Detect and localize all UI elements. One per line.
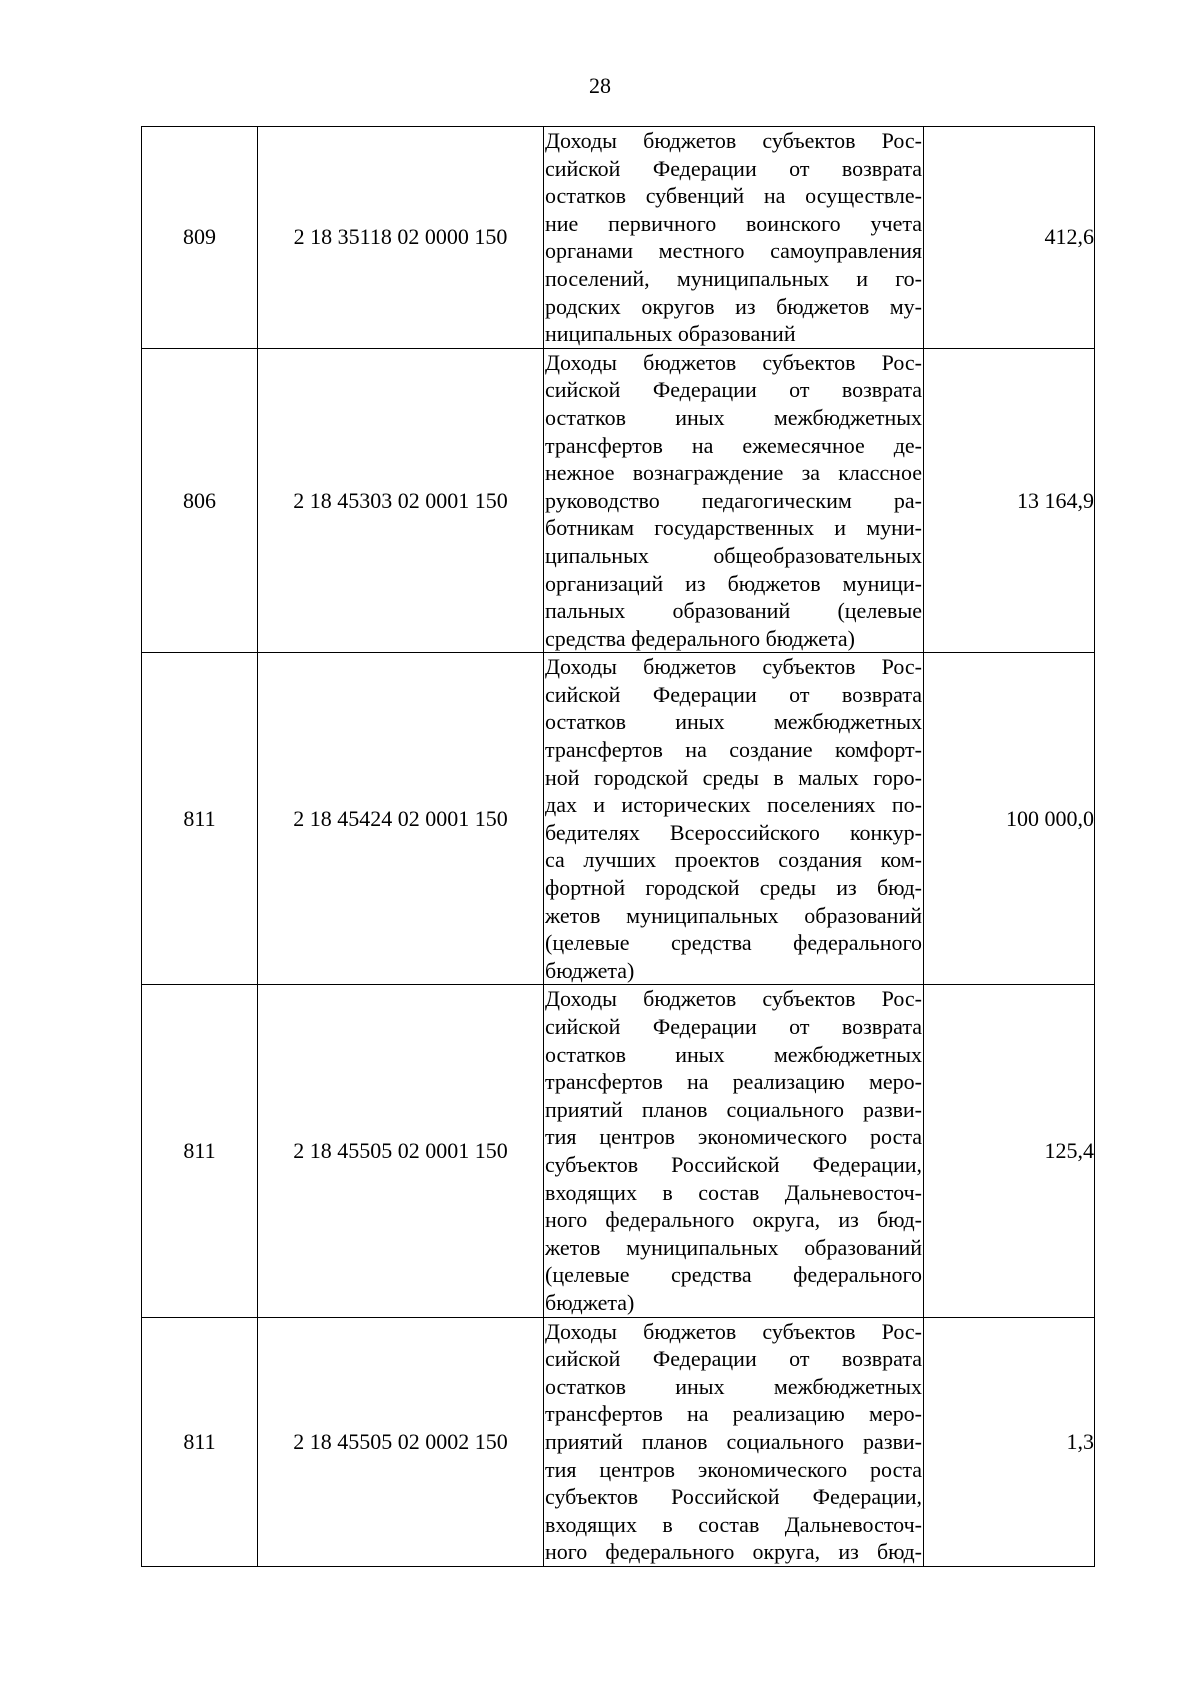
description-line: трансфертов на реализацию меро- <box>545 1401 922 1427</box>
description-line: субъектов Российской Федерации, <box>545 1151 922 1177</box>
description-line: Доходы бюджетов субъектов Рос- <box>545 654 922 680</box>
description-line: сийской Федерации от возврата <box>545 1014 922 1039</box>
classification-code-cell: 2 18 35118 02 0000 150 <box>258 127 544 349</box>
description-line: сийской Федерации от возврата <box>545 681 922 707</box>
admin-code-cell: 811 <box>142 1317 258 1566</box>
table-row <box>142 348 1095 653</box>
description-line: (целевые средства федерального <box>545 1262 922 1288</box>
description-cell <box>544 1317 924 1566</box>
description-line: приятий планов социального разви- <box>545 1096 922 1122</box>
description-line: (целевые средства федерального <box>545 930 922 956</box>
description-line: поселений, муниципальных и го- <box>545 265 922 291</box>
description-line: бюджета) <box>545 1289 635 1315</box>
description-line: Доходы бюджетов субъектов Рос- <box>545 128 922 153</box>
table-row <box>142 127 1095 349</box>
admin-code-cell: 809 <box>142 127 258 349</box>
description-cell <box>544 653 924 985</box>
table-row <box>142 653 1095 985</box>
description-line: ботникам государственных и муни- <box>545 515 922 541</box>
description-line: трансфертов на реализацию меро- <box>545 1069 922 1095</box>
description-line: Доходы бюджетов субъектов Рос- <box>545 986 922 1012</box>
description-line: остатков субвенций на осуществле- <box>545 183 922 209</box>
description-line: сийской Федерации от возврата <box>545 377 922 403</box>
description-line: трансфертов на ежемесячное де- <box>545 432 922 458</box>
table-row <box>142 985 1095 1317</box>
amount-cell: 100 000,0 <box>924 653 1095 985</box>
description-line: жетов муниципальных образований <box>545 902 922 928</box>
classification-code-cell: 2 18 45424 02 0001 150 <box>258 653 544 985</box>
description-line: остатков иных межбюджетных <box>545 404 922 430</box>
description-cell <box>544 985 924 1317</box>
description-line: трансфертов на создание комфорт- <box>545 737 922 763</box>
description-line: входящих в состав Дальневосточ- <box>545 1511 922 1537</box>
description-cell <box>544 127 924 349</box>
description-line: средства федерального бюджета) <box>545 625 855 651</box>
description-line: нежное вознаграждение за классное <box>545 460 922 486</box>
description-cell <box>544 348 924 653</box>
description-line: Доходы бюджетов субъектов Рос- <box>545 349 922 375</box>
classification-code-cell: 2 18 45303 02 0001 150 <box>258 348 544 653</box>
classification-code-cell: 2 18 45505 02 0001 150 <box>258 985 544 1317</box>
description-line: субъектов Российской Федерации, <box>545 1484 922 1510</box>
description-line: ниципальных образований <box>545 321 796 347</box>
description-line: ного федерального округа, из бюд- <box>545 1207 922 1233</box>
classification-code-cell: 2 18 45505 02 0002 150 <box>258 1317 544 1566</box>
description-line: тия центров экономического роста <box>545 1456 922 1482</box>
description-line: жетов муниципальных образований <box>545 1234 922 1260</box>
description-line: са лучших проектов создания ком- <box>545 847 922 873</box>
description-line: ной городской среды в малых горо- <box>545 764 922 790</box>
description-line: родских округов из бюджетов му- <box>545 293 922 319</box>
description-line: остатков иных межбюджетных <box>545 1373 922 1399</box>
amount-cell: 125,4 <box>924 985 1095 1317</box>
description-line: Доходы бюджетов субъектов Рос- <box>545 1318 922 1344</box>
description-line: руководство педагогическим ра- <box>545 487 922 513</box>
amount-cell: 412,6 <box>924 127 1095 349</box>
amount-cell: 1,3 <box>924 1317 1095 1566</box>
description-line: фортной городской среды из бюд- <box>545 875 922 901</box>
description-line: сийской Федерации от возврата <box>545 1346 922 1372</box>
description-line: остатков иных межбюджетных <box>545 1041 922 1067</box>
description-line: ного федерального округа, из бюд- <box>545 1539 922 1565</box>
amount-cell: 13 164,9 <box>924 348 1095 653</box>
admin-code-cell: 806 <box>142 348 258 653</box>
page-number: 28 <box>589 73 611 98</box>
description-line: приятий планов социального разви- <box>545 1428 922 1454</box>
description-line: входящих в состав Дальневосточ- <box>545 1179 922 1205</box>
description-line: сийской Федерации от возврата <box>545 155 922 181</box>
admin-code-cell: 811 <box>142 985 258 1317</box>
description-line: органами местного самоуправления <box>545 238 922 264</box>
description-line: ципальных общеобразовательных <box>545 542 922 568</box>
description-line: дах и исторических поселениях по- <box>545 792 922 818</box>
description-line: пальных образований (целевые <box>545 598 922 624</box>
admin-code-cell: 811 <box>142 653 258 985</box>
description-line: остатков иных межбюджетных <box>545 709 922 735</box>
description-line: ние первичного воинского учета <box>545 210 922 236</box>
table-row <box>142 1317 1095 1566</box>
revenue-table <box>141 126 1095 1567</box>
description-line: бюджета) <box>545 957 635 983</box>
description-line: тия центров экономического роста <box>545 1124 922 1150</box>
description-line: организаций из бюджетов муници- <box>545 570 922 596</box>
description-line: бедителях Всероссийского конкур- <box>545 819 922 845</box>
